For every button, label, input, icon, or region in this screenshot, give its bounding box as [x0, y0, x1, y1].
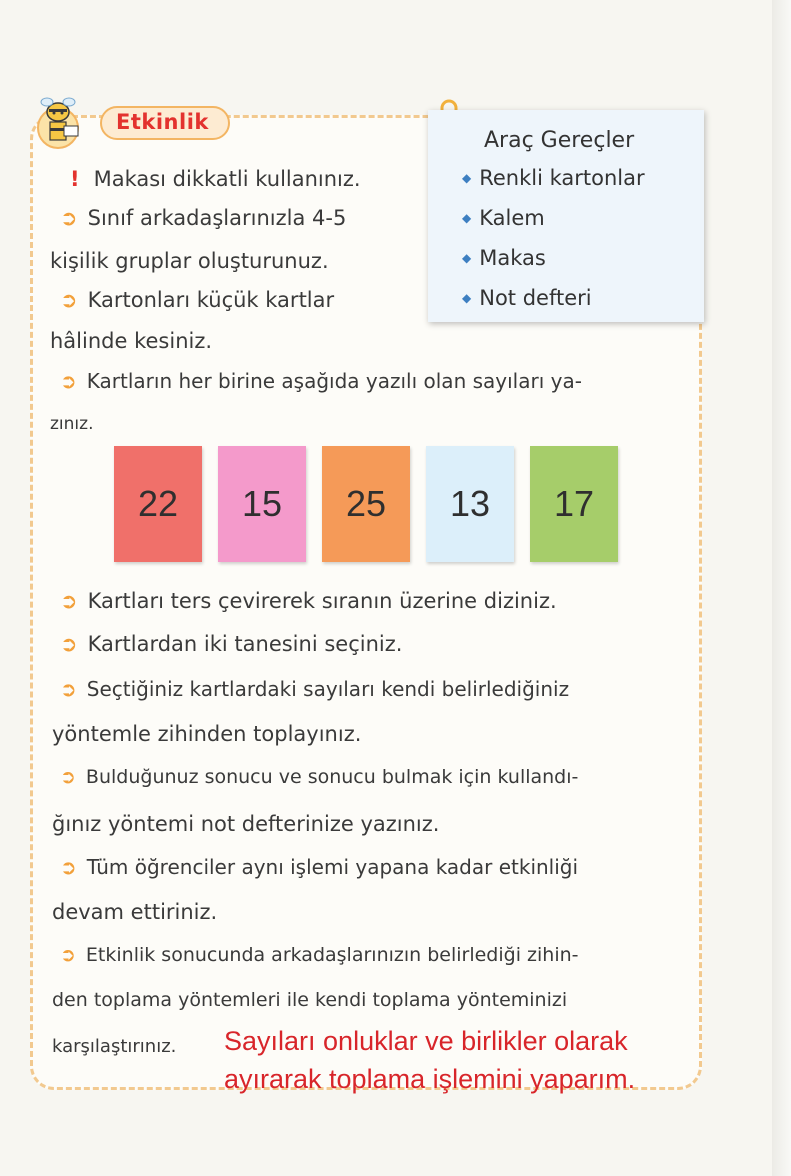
instruction-line: yöntemle zihinden toplayınız.: [52, 722, 362, 746]
instruction-line: hâlinde kesiniz.: [50, 329, 213, 353]
note-line-2: ayırarak toplama işlemini yaparım.: [224, 1064, 636, 1094]
diamond-bullet-icon: ◆: [462, 171, 472, 185]
warning-icon: !: [70, 167, 80, 191]
instruction-line: ➲ Kartların her birine aşağıda yazılı olan sayıları ya-: [60, 369, 582, 393]
diamond-bullet-icon: ◆: [462, 211, 472, 225]
instruction-line: ➲ Tüm öğrenciler aynı işlemi yapana kadar etkinliği: [60, 855, 579, 879]
diamond-bullet-icon: ◆: [462, 291, 472, 305]
page-edge: [772, 0, 791, 1176]
number-card: 13: [426, 446, 514, 562]
instruction-line: ➲ Seçtiğiniz kartlardaki sayıları kendi belirlediğiniz: [60, 677, 570, 701]
instruction-line: karşılaştırınız.: [52, 1036, 177, 1057]
instruction-line: ➲ Sınıf arkadaşlarınızla 4-5: [60, 206, 347, 230]
instruction-line: zınız.: [50, 414, 94, 434]
tool-item: ◆ Not defteri: [462, 286, 592, 310]
activity-badge: [28, 92, 208, 154]
diamond-bullet-icon: ◆: [462, 251, 472, 265]
number-card: 22: [114, 446, 202, 562]
arrow-bullet-icon: ➲: [60, 589, 78, 613]
number-card: 25: [322, 446, 410, 562]
tools-panel: [428, 110, 704, 322]
number-card: 17: [530, 446, 618, 562]
activity-label: Etkinlik: [116, 110, 209, 134]
number-card: 15: [218, 446, 306, 562]
arrow-bullet-icon: ➲: [60, 369, 77, 393]
note-line-1: Sayıları onluklar ve birlikler olarak: [224, 1026, 628, 1056]
arrow-bullet-icon: ➲: [60, 944, 76, 966]
arrow-bullet-icon: ➲: [60, 288, 78, 312]
instruction-line: ➲ Kartları ters çevirerek sıranın üzerine diziniz.: [60, 589, 557, 613]
instruction-line: ➲ Bulduğunuz sonucu ve sonucu bulmak için kullandı-: [60, 766, 579, 788]
arrow-bullet-icon: ➲: [60, 766, 76, 788]
bee-mascot-icon: [28, 92, 90, 154]
instruction-line: ➲ Kartonları küçük kartlar: [60, 288, 335, 312]
tool-item: ◆ Kalem: [462, 206, 545, 230]
tool-item: ◆ Makas: [462, 246, 546, 270]
instruction-line: ! Makası dikkatli kullanınız.: [70, 167, 361, 191]
arrow-bullet-icon: ➲: [60, 206, 78, 230]
instruction-line: kişilik gruplar oluşturunuz.: [50, 249, 329, 273]
instruction-line: den toplama yöntemleri ile kendi toplama yönteminizi: [52, 989, 568, 1011]
arrow-bullet-icon: ➲: [60, 855, 77, 879]
arrow-bullet-icon: ➲: [60, 677, 77, 701]
arrow-bullet-icon: ➲: [60, 632, 78, 656]
instruction-line: devam ettiriniz.: [52, 900, 218, 924]
tool-item: ◆ Renkli kartonlar: [462, 166, 645, 190]
instruction-line: ➲ Kartlardan iki tanesini seçiniz.: [60, 632, 403, 656]
tools-title: Araç Gereçler: [484, 128, 635, 153]
instruction-line: ➲ Etkinlik sonucunda arkadaşlarınızın belirlediği zihin-: [60, 944, 579, 966]
instruction-line: ğınız yöntemi not defterinize yazınız.: [52, 812, 440, 836]
